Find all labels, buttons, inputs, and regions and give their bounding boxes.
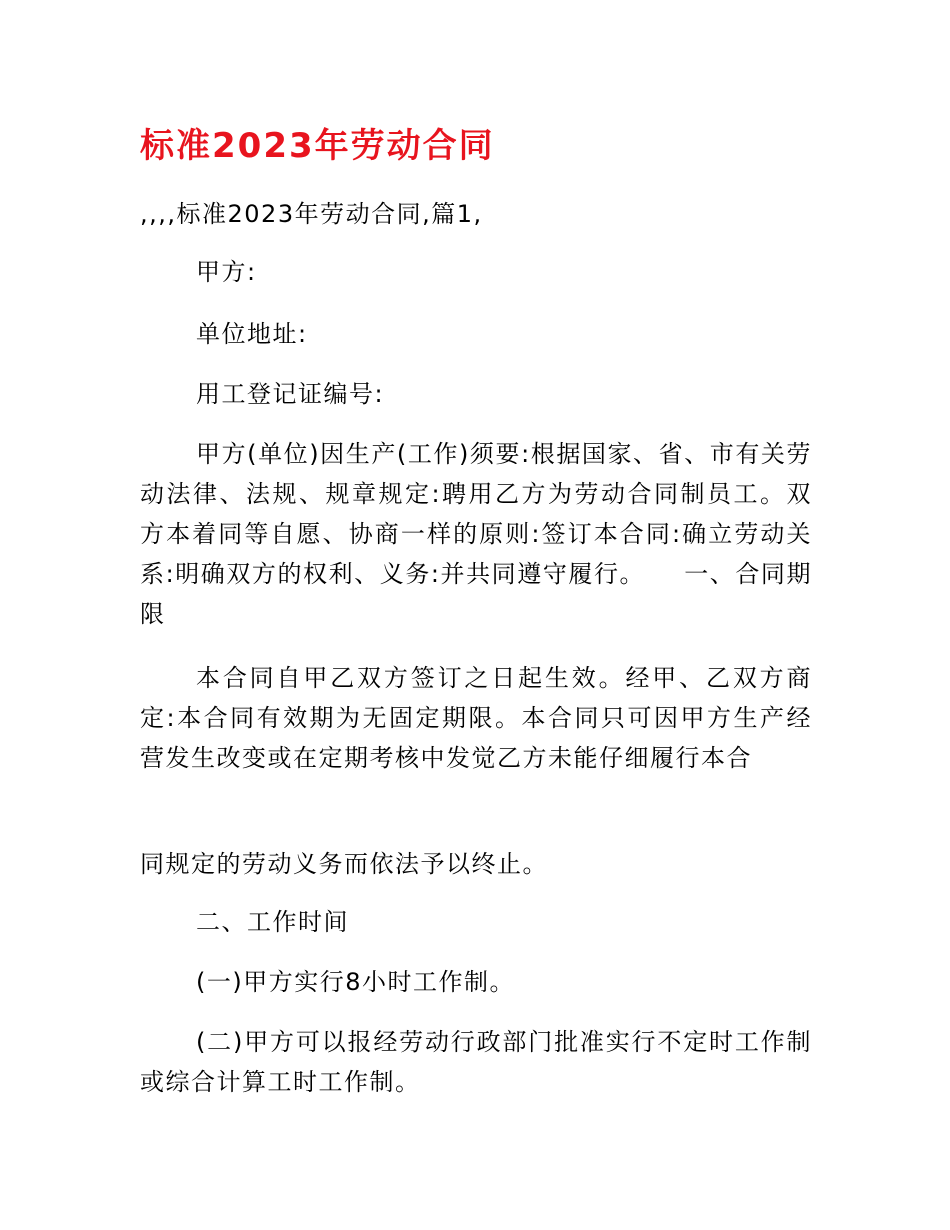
contract-term-paragraph: 本合同自甲乙双方签订之日起生效。经甲、乙双方商定:本合同有效期为无固定期限。本合同只可因甲方生产经营发生改变或在定期考核中发觉乙方未能仔细履行本合 — [140, 664, 812, 772]
section-heading-work-hours: 二、工作时间 — [196, 908, 349, 936]
address-label: 单位地址: — [196, 320, 308, 348]
preamble-paragraph: 甲方(单位)因生产(工作)须要:根据国家、省、市有关劳动法律、法规、规章规定:聘用乙方为劳动合同制员工。双方本着同等自愿、协商一样的原则:签订本合同:确立劳动关系:明确双方的权利、义务:并共同遵守履行。 一、合同期限 — [140, 440, 812, 628]
work-hours-item-2: (二)甲方可以报经劳动行政部门批准实行不定时工作制或综合计算工时工作制。 — [140, 1028, 812, 1096]
work-hours-item-1: (一)甲方实行8小时工作制。 — [196, 968, 515, 996]
contract-term-continuation: 同规定的劳动义务而依法予以终止。 — [140, 850, 548, 878]
party-a-label: 甲方: — [196, 258, 257, 286]
document-subtitle: ,,,,标准2023年劳动合同,篇1, — [140, 200, 483, 228]
registration-number-label: 用工登记证编号: — [196, 380, 385, 408]
document-title: 标准2023年劳动合同 — [140, 126, 495, 166]
